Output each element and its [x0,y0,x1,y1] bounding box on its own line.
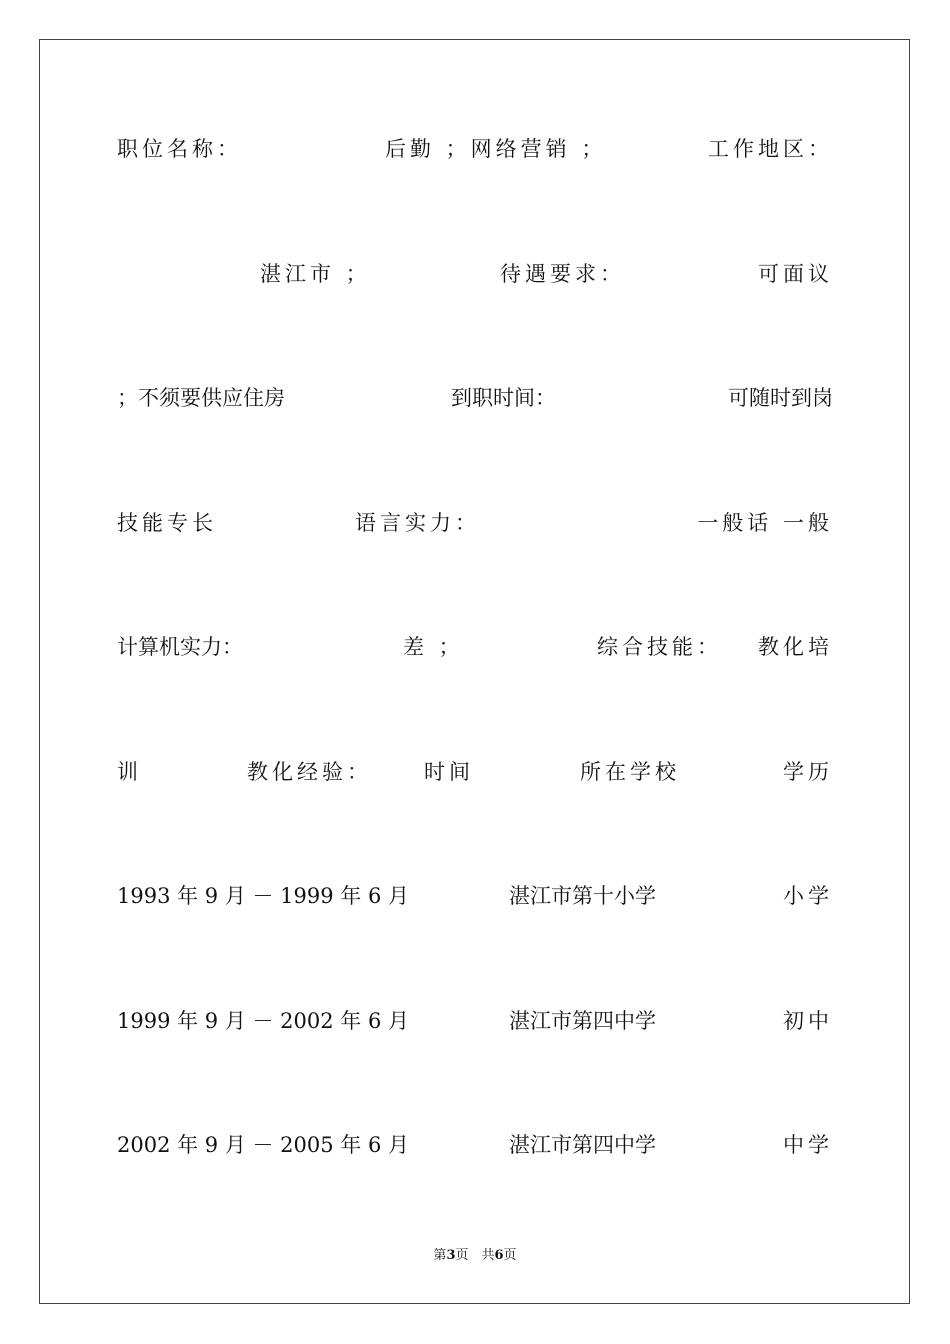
value-general-skills-cont: 训 [117,760,138,784]
education-school: 湛江市第十小学 [509,884,656,908]
education-time: 2002 年 9 月 － 2005 年 6 月 [117,1133,410,1157]
education-time: 1993 年 9 月 － 1999 年 6 月 [117,884,410,908]
footer-mid: 页 共 [455,1248,495,1263]
text-line-5 [117,632,833,662]
value-salary: 可面议 [758,262,833,286]
page-border [39,39,910,1304]
value-language: 一般话 一般 [697,511,833,535]
label-general-skills: 综合技能： [597,635,722,659]
page-footer [0,1246,950,1266]
education-degree: 中学 [783,1133,833,1157]
education-row-3 [117,1130,833,1160]
education-row-1 [117,881,833,911]
label-position-name: 职位名称： [117,137,242,161]
education-school: 湛江市第四中学 [509,1009,656,1033]
column-header-school: 所在学校 [580,760,680,784]
value-work-area: 湛江市 ； [260,262,371,286]
value-computer: 差 ； [403,635,464,659]
education-row-2 [117,1006,833,1036]
label-salary: 待遇要求： [500,262,625,286]
value-position-name: 后勤 ；网络营销 ； [385,137,607,161]
footer-suffix: 页 [503,1248,517,1263]
text-line-4 [117,508,833,538]
value-start-time: 可随时到岗 [728,386,833,410]
heading-skills: 技能专长 [117,511,217,535]
education-degree: 初中 [783,1009,833,1033]
label-computer: 计算机实力： [117,635,243,659]
label-work-area: 工作地区： [708,137,833,161]
text-line-3 [117,383,833,413]
footer-prefix: 第 [433,1248,447,1263]
text-line-6 [117,757,833,787]
education-degree: 小学 [783,884,833,908]
column-header-degree: 学历 [783,760,833,784]
education-school: 湛江市第四中学 [509,1133,656,1157]
education-time: 1999 年 9 月 － 2002 年 6 月 [117,1009,410,1033]
text-line-2 [117,259,833,289]
column-header-time: 时间 [424,760,474,784]
label-language: 语言实力： [355,511,480,535]
value-general-skills: 教化培 [758,635,833,659]
label-start-time: 到职时间： [451,386,556,410]
text-line-1 [117,134,833,164]
current-page-number: 3 [446,1248,456,1263]
label-education: 教化经验： [247,760,372,784]
value-housing: ；不须要供应住房 [117,386,285,410]
total-page-number: 6 [494,1248,504,1263]
